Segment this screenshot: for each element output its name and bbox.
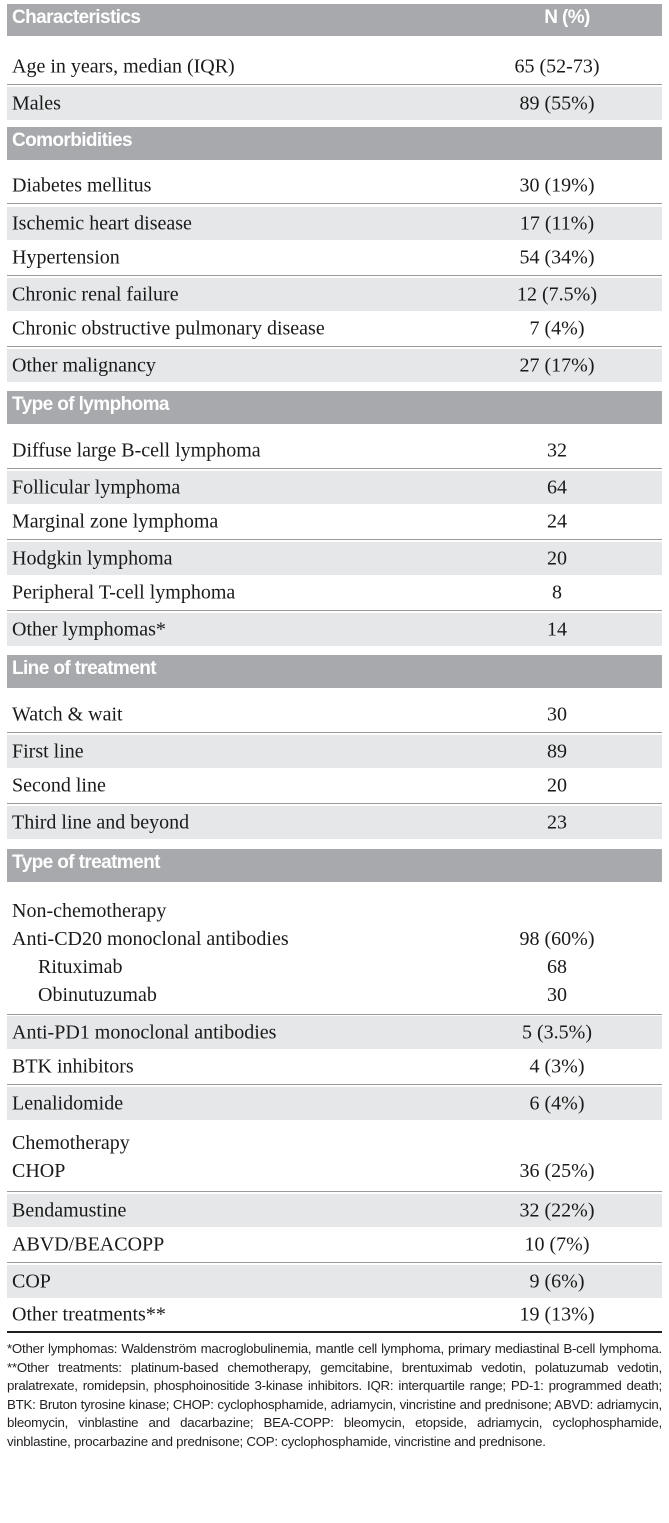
table-row: Hodgkin lymphoma 20	[7, 542, 662, 575]
table-row: Watch & wait 30	[7, 698, 662, 733]
table-row: Other lymphomas* 14	[7, 613, 662, 646]
section-header-comorbidities: Comorbidities	[7, 127, 662, 160]
table-row-chop: Chemotherapy CHOP 36 (25%)	[7, 1126, 662, 1192]
table-row: Lenalidomide 6 (4%)	[7, 1087, 662, 1120]
table-row: Chronic obstructive pulmonary disease 7 (4%)	[7, 312, 662, 347]
nonchemo-heading: Non-chemotherapy	[12, 900, 167, 922]
table-row: Follicular lymphoma 64	[7, 471, 662, 504]
table-row-anti-cd20: Non-chemotherapy Anti-CD20 monoclonal antibodies 98 (60%) Rituximab 68 Obinutuzumab 30	[7, 894, 662, 1015]
table-row: Diabetes mellitus 30 (19%)	[7, 169, 662, 204]
table-row: Other treatments** 19 (13%)	[7, 1299, 662, 1333]
table-row: Peripheral T-cell lymphoma 8	[7, 576, 662, 611]
section-header-type-of-treatment: Type of treatment	[7, 849, 662, 882]
table-row: Second line 20	[7, 769, 662, 804]
header-characteristics: Characteristics	[12, 7, 141, 28]
table-row: Third line and beyond 23	[7, 806, 662, 839]
table-row: Males 89 (55%)	[7, 87, 662, 120]
table-row: Marginal zone lymphoma 24	[7, 505, 662, 540]
table-row: BTK inhibitors 4 (3%)	[7, 1050, 662, 1085]
table-row: Anti-PD1 monoclonal antibodies 5 (3.5%)	[7, 1016, 662, 1049]
section-header-lymphoma: Type of lymphoma	[7, 391, 662, 424]
section-header-line-of-treatment: Line of treatment	[7, 655, 662, 688]
table-row: COP 9 (6%)	[7, 1265, 662, 1298]
table-row: Ischemic heart disease 17 (11%)	[7, 207, 662, 240]
table-row: Diffuse large B-cell lymphoma 32	[7, 434, 662, 469]
table-row: Hypertension 54 (34%)	[7, 241, 662, 276]
chemo-heading: Chemotherapy	[12, 1132, 130, 1154]
table-row: Chronic renal failure 12 (7.5%)	[7, 278, 662, 311]
table-header	[7, 4, 662, 36]
table-row: First line 89	[7, 735, 662, 768]
table-row: Bendamustine 32 (22%)	[7, 1194, 662, 1227]
header-n-percent: N (%)	[544, 7, 590, 28]
table-row: Other malignancy 27 (17%)	[7, 349, 662, 382]
table-row: Age in years, median (IQR) 65 (52-73)	[7, 49, 662, 85]
table-row: ABVD/BEACOPP 10 (7%)	[7, 1228, 662, 1263]
table-footnote: *Other lymphomas: Waldenström macroglobulinemia, mantle cell lymphoma, primary mediastinal B-cell lymphoma. **Other treatments: platinum-based chemotherapy, gemcitabine, brentuximab vedotin, polatuzumab vedotin, pralatrexate, romidepsin, phosphoinositide 3-kinase inhibitors. IQR: interquartile range; PD-1: programmed death; BTK: Bruton tyrosine kinase; CHOP: cyclophosphamide, adriamycin, vincristine and prednisone; ABVD: adriamycin, bleomycin, vinblastine and dacarbazine; BEA-COPP: bleomycin, etopside, adriamycin, cyclophosphamide, vinblastine, procarbazine and prednisone; COP: cyclophosphamide, vincristine and prednisone.	[7, 1341, 662, 1449]
